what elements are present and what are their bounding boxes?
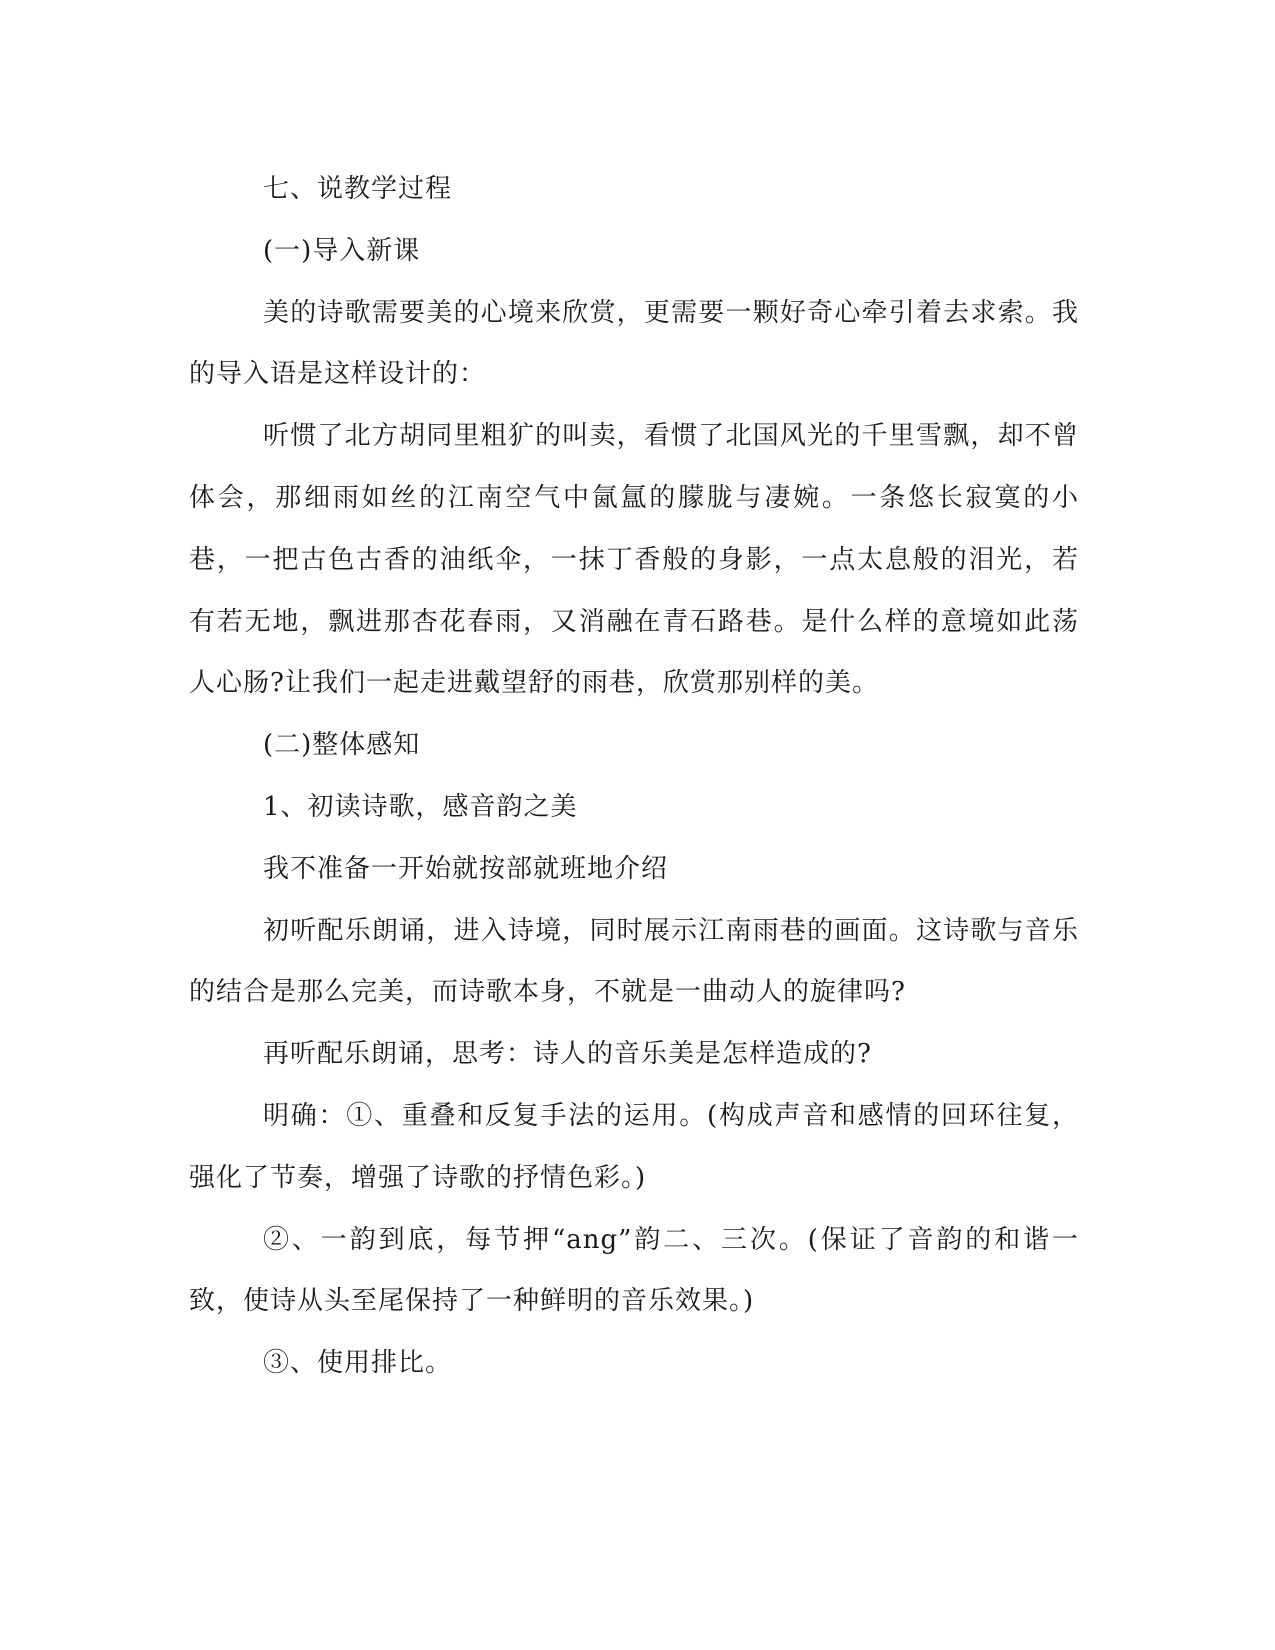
body-paragraph: ②、一韵到底，每节押“ang”韵二、三次。(保证了音韵的和谐一致，使诗从头至尾保持了一种鲜明的音乐效果。) — [189, 1224, 1079, 1317]
subsection-heading: (二)整体感知 — [263, 730, 421, 761]
subsection-heading: (一)导入新课 — [263, 235, 421, 266]
body-paragraph: ③、使用排比。 — [263, 1348, 453, 1379]
body-paragraph: 美的诗歌需要美的心境来欣赏，更需要一颗好奇心牵引着去求索。我的导入语是这样设计的： — [189, 297, 1079, 390]
body-paragraph: 初听配乐朗诵，进入诗境，同时展示江南雨巷的画面。这诗歌与音乐的结合是那么完美，而诗歌本身，不就是一曲动人的旋律吗? — [189, 915, 1079, 1008]
body-paragraph: 明确：①、重叠和反复手法的运用。(构成声音和感情的回环往复，强化了节奏，增强了诗歌的抒情色彩。) — [189, 1100, 1079, 1193]
section-heading: 七、说教学过程 — [263, 174, 453, 204]
body-paragraph: 听惯了北方胡同里粗犷的叫卖，看惯了北国风光的千里雪飘，却不曾体会，那细雨如丝的江南空气中氤氲的朦胧与凄婉。一条悠长寂寞的小巷，一把古色古香的油纸伞，一抹丁香般的身影，一点太息般的泪光，若有若无地，飘进那杏花春雨，又消融在青石路巷。是什么样的意境如此荡人心肠?让我们一起走进戴望舒的雨巷，欣赏那别样的美。 — [189, 421, 1079, 699]
body-paragraph: 我不准备一开始就按部就班地介绍 — [263, 853, 669, 884]
list-item-heading: 1、初读诗歌，感音韵之美 — [263, 791, 578, 822]
body-paragraph: 再听配乐朗诵，思考：诗人的音乐美是怎样造成的? — [263, 1039, 872, 1070]
document-body — [189, 159, 1079, 1395]
